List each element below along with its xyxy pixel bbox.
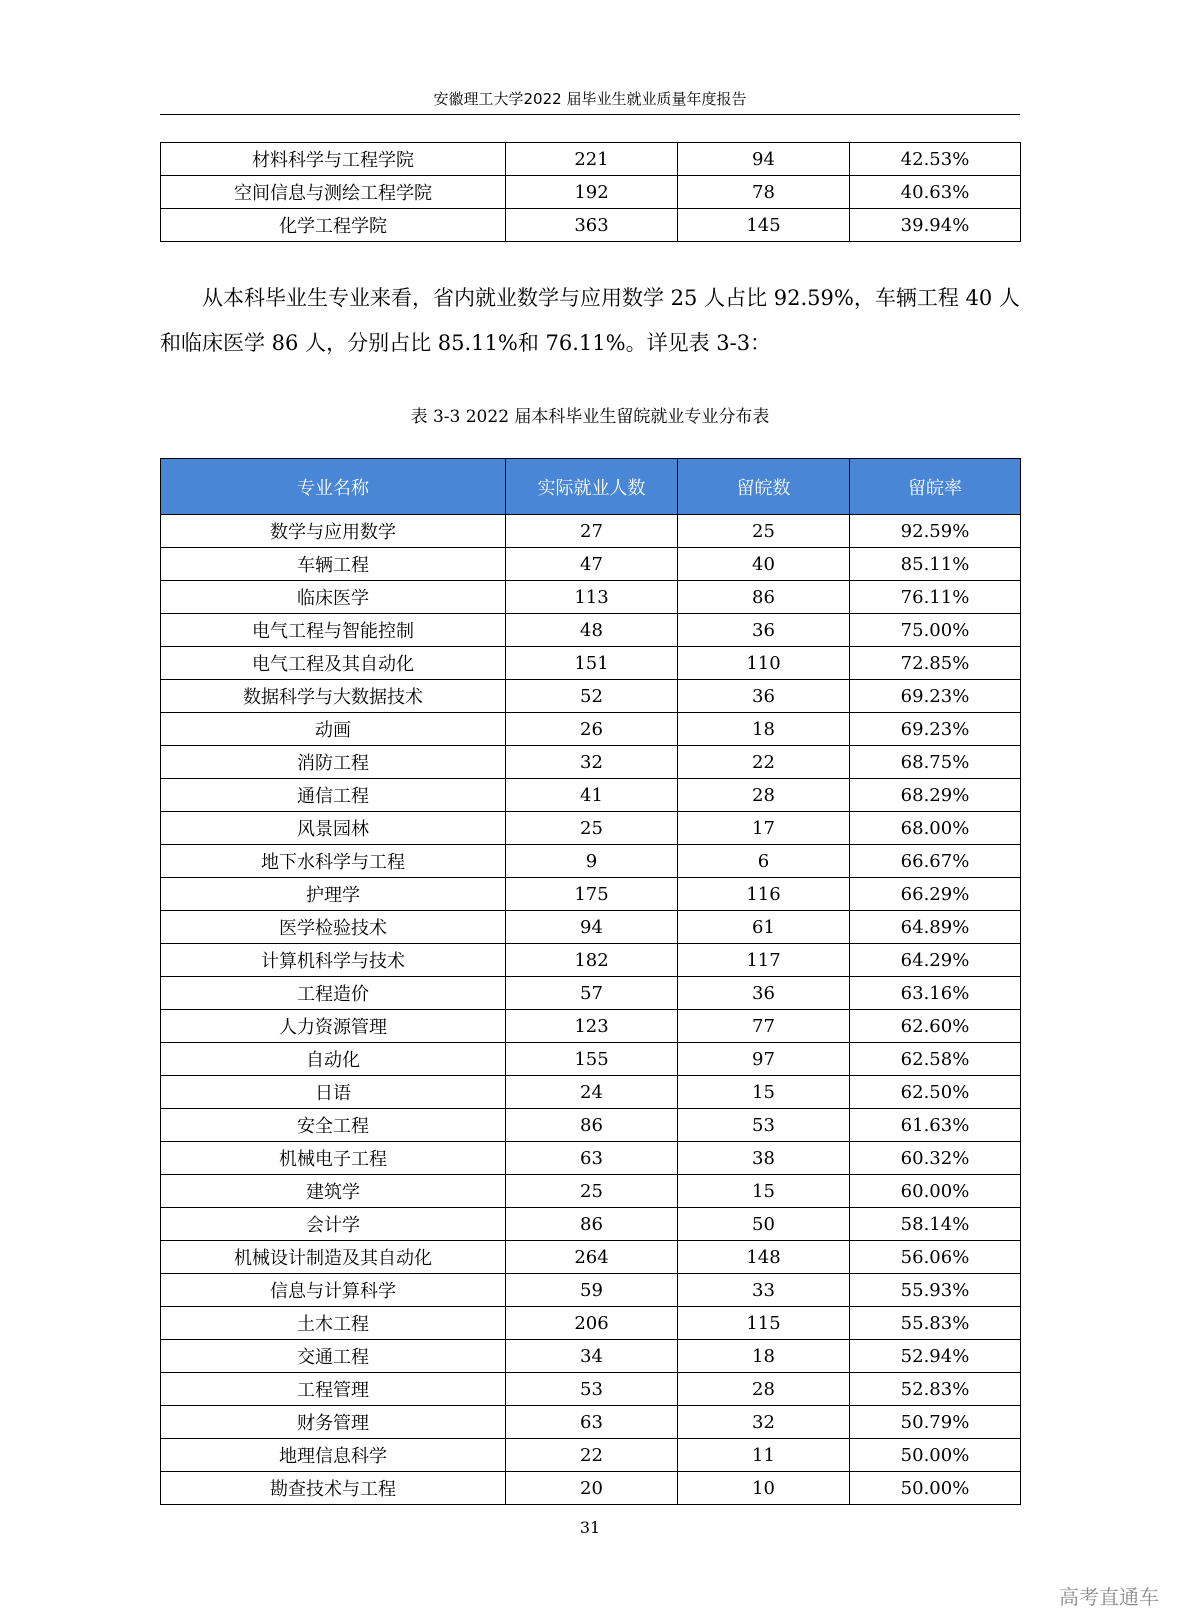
employed-cell: 192 bbox=[506, 176, 678, 209]
stay-count-cell: 10 bbox=[678, 1472, 850, 1505]
name-cell: 临床医学 bbox=[161, 581, 506, 614]
stay-rate-cell: 60.00% bbox=[850, 1175, 1021, 1208]
name-cell: 消防工程 bbox=[161, 746, 506, 779]
name-cell: 安全工程 bbox=[161, 1109, 506, 1142]
stay-count-cell: 15 bbox=[678, 1175, 850, 1208]
stay-count-cell: 36 bbox=[678, 614, 850, 647]
name-cell: 材料科学与工程学院 bbox=[161, 143, 506, 176]
employed-cell: 206 bbox=[506, 1307, 678, 1340]
table-row bbox=[161, 548, 1021, 581]
stay-count-cell: 28 bbox=[678, 1373, 850, 1406]
employed-cell: 22 bbox=[506, 1439, 678, 1472]
name-cell: 交通工程 bbox=[161, 1340, 506, 1373]
table-row bbox=[161, 944, 1021, 977]
name-cell: 日语 bbox=[161, 1076, 506, 1109]
table-row bbox=[161, 581, 1021, 614]
table-row bbox=[161, 680, 1021, 713]
stay-count-cell: 18 bbox=[678, 713, 850, 746]
employed-cell: 53 bbox=[506, 1373, 678, 1406]
employed-cell: 9 bbox=[506, 845, 678, 878]
stay-rate-cell: 72.85% bbox=[850, 647, 1021, 680]
name-cell: 机械电子工程 bbox=[161, 1142, 506, 1175]
stay-count-cell: 77 bbox=[678, 1010, 850, 1043]
employed-cell: 27 bbox=[506, 515, 678, 548]
stay-count-cell: 97 bbox=[678, 1043, 850, 1076]
stay-count-cell: 6 bbox=[678, 845, 850, 878]
watermark: 高考直通车 bbox=[1059, 1585, 1159, 1609]
stay-rate-cell: 68.00% bbox=[850, 812, 1021, 845]
employed-cell: 123 bbox=[506, 1010, 678, 1043]
stay-count-cell: 36 bbox=[678, 680, 850, 713]
stay-rate-cell: 55.83% bbox=[850, 1307, 1021, 1340]
stay-rate-cell: 39.94% bbox=[850, 209, 1021, 242]
table-header-row bbox=[161, 459, 1021, 515]
stay-count-cell: 148 bbox=[678, 1241, 850, 1274]
name-cell: 化学工程学院 bbox=[161, 209, 506, 242]
stay-rate-cell: 76.11% bbox=[850, 581, 1021, 614]
table-row bbox=[161, 1406, 1021, 1439]
stay-rate-cell: 68.75% bbox=[850, 746, 1021, 779]
stay-rate-cell: 40.63% bbox=[850, 176, 1021, 209]
stay-count-cell: 78 bbox=[678, 176, 850, 209]
major-distribution-table bbox=[160, 458, 1021, 1505]
employed-cell: 57 bbox=[506, 977, 678, 1010]
stay-count-cell: 18 bbox=[678, 1340, 850, 1373]
stay-rate-cell: 50.00% bbox=[850, 1472, 1021, 1505]
employed-cell: 86 bbox=[506, 1109, 678, 1142]
table-row bbox=[161, 1373, 1021, 1406]
stay-count-cell: 32 bbox=[678, 1406, 850, 1439]
employed-cell: 63 bbox=[506, 1406, 678, 1439]
header-rule bbox=[160, 114, 1020, 115]
stay-count-cell: 22 bbox=[678, 746, 850, 779]
stay-count-cell: 28 bbox=[678, 779, 850, 812]
stay-count-cell: 61 bbox=[678, 911, 850, 944]
table-row bbox=[161, 713, 1021, 746]
employed-cell: 155 bbox=[506, 1043, 678, 1076]
employed-cell: 113 bbox=[506, 581, 678, 614]
name-cell: 财务管理 bbox=[161, 1406, 506, 1439]
stay-rate-cell: 58.14% bbox=[850, 1208, 1021, 1241]
stay-rate-cell: 69.23% bbox=[850, 713, 1021, 746]
name-cell: 计算机科学与技术 bbox=[161, 944, 506, 977]
table-row bbox=[161, 1142, 1021, 1175]
name-cell: 机械设计制造及其自动化 bbox=[161, 1241, 506, 1274]
name-cell: 勘查技术与工程 bbox=[161, 1472, 506, 1505]
table-row bbox=[161, 1010, 1021, 1043]
header-employed-count: 实际就业人数 bbox=[506, 459, 678, 515]
stay-rate-cell: 66.67% bbox=[850, 845, 1021, 878]
stay-count-cell: 36 bbox=[678, 977, 850, 1010]
stay-rate-cell: 85.11% bbox=[850, 548, 1021, 581]
stay-rate-cell: 66.29% bbox=[850, 878, 1021, 911]
employed-cell: 221 bbox=[506, 143, 678, 176]
table-row bbox=[161, 176, 1021, 209]
stay-count-cell: 25 bbox=[678, 515, 850, 548]
table-row bbox=[161, 977, 1021, 1010]
employed-cell: 363 bbox=[506, 209, 678, 242]
stay-rate-cell: 61.63% bbox=[850, 1109, 1021, 1142]
employed-cell: 26 bbox=[506, 713, 678, 746]
stay-rate-cell: 60.32% bbox=[850, 1142, 1021, 1175]
stay-rate-cell: 68.29% bbox=[850, 779, 1021, 812]
name-cell: 护理学 bbox=[161, 878, 506, 911]
employed-cell: 175 bbox=[506, 878, 678, 911]
name-cell: 信息与计算科学 bbox=[161, 1274, 506, 1307]
stay-count-cell: 145 bbox=[678, 209, 850, 242]
stay-rate-cell: 62.58% bbox=[850, 1043, 1021, 1076]
stay-rate-cell: 92.59% bbox=[850, 515, 1021, 548]
table-row bbox=[161, 1340, 1021, 1373]
employed-cell: 47 bbox=[506, 548, 678, 581]
name-cell: 医学检验技术 bbox=[161, 911, 506, 944]
table-row bbox=[161, 1043, 1021, 1076]
employed-cell: 63 bbox=[506, 1142, 678, 1175]
stay-rate-cell: 64.89% bbox=[850, 911, 1021, 944]
table-row bbox=[161, 878, 1021, 911]
name-cell: 电气工程与智能控制 bbox=[161, 614, 506, 647]
stay-count-cell: 33 bbox=[678, 1274, 850, 1307]
major-table-body bbox=[161, 515, 1021, 1505]
name-cell: 人力资源管理 bbox=[161, 1010, 506, 1043]
stay-rate-cell: 63.16% bbox=[850, 977, 1021, 1010]
table-row bbox=[161, 779, 1021, 812]
table-row bbox=[161, 143, 1021, 176]
stay-rate-cell: 62.50% bbox=[850, 1076, 1021, 1109]
employed-cell: 94 bbox=[506, 911, 678, 944]
employed-cell: 264 bbox=[506, 1241, 678, 1274]
stay-count-cell: 115 bbox=[678, 1307, 850, 1340]
stay-rate-cell: 69.23% bbox=[850, 680, 1021, 713]
employed-cell: 41 bbox=[506, 779, 678, 812]
table-row bbox=[161, 1274, 1021, 1307]
report-header: 安徽理工大学2022 届毕业生就业质量年度报告 bbox=[433, 90, 747, 108]
name-cell: 工程管理 bbox=[161, 1373, 506, 1406]
table-row bbox=[161, 515, 1021, 548]
stay-count-cell: 17 bbox=[678, 812, 850, 845]
stay-count-cell: 110 bbox=[678, 647, 850, 680]
header-stay-count: 留皖数 bbox=[678, 459, 850, 515]
table-row bbox=[161, 647, 1021, 680]
stay-rate-cell: 55.93% bbox=[850, 1274, 1021, 1307]
stay-count-cell: 94 bbox=[678, 143, 850, 176]
table-row bbox=[161, 1175, 1021, 1208]
employed-cell: 59 bbox=[506, 1274, 678, 1307]
employed-cell: 20 bbox=[506, 1472, 678, 1505]
stay-rate-cell: 50.00% bbox=[850, 1439, 1021, 1472]
stay-rate-cell: 52.94% bbox=[850, 1340, 1021, 1373]
stay-count-cell: 40 bbox=[678, 548, 850, 581]
name-cell: 数据科学与大数据技术 bbox=[161, 680, 506, 713]
stay-rate-cell: 75.00% bbox=[850, 614, 1021, 647]
stay-count-cell: 15 bbox=[678, 1076, 850, 1109]
stay-rate-cell: 42.53% bbox=[850, 143, 1021, 176]
employed-cell: 48 bbox=[506, 614, 678, 647]
table-row bbox=[161, 209, 1021, 242]
table-caption: 表 3-3 2022 届本科毕业生留皖就业专业分布表 bbox=[410, 407, 770, 427]
name-cell: 地理信息科学 bbox=[161, 1439, 506, 1472]
stay-rate-cell: 52.83% bbox=[850, 1373, 1021, 1406]
name-cell: 自动化 bbox=[161, 1043, 506, 1076]
table-row bbox=[161, 1307, 1021, 1340]
table-row bbox=[161, 845, 1021, 878]
body-paragraph: 从本科毕业生专业来看，省内就业数学与应用数学 25 人占比 92.59%，车辆工程 40 人和临床医学 86 人，分别占比 85.11%和 76.11%。详见表 3-3： bbox=[160, 286, 1020, 355]
name-cell: 会计学 bbox=[161, 1208, 506, 1241]
employed-cell: 24 bbox=[506, 1076, 678, 1109]
stay-count-cell: 86 bbox=[678, 581, 850, 614]
name-cell: 风景园林 bbox=[161, 812, 506, 845]
table-row bbox=[161, 812, 1021, 845]
stay-rate-cell: 64.29% bbox=[850, 944, 1021, 977]
name-cell: 地下水科学与工程 bbox=[161, 845, 506, 878]
college-table-continued bbox=[160, 142, 1021, 242]
stay-rate-cell: 62.60% bbox=[850, 1010, 1021, 1043]
employed-cell: 32 bbox=[506, 746, 678, 779]
name-cell: 车辆工程 bbox=[161, 548, 506, 581]
employed-cell: 182 bbox=[506, 944, 678, 977]
name-cell: 数学与应用数学 bbox=[161, 515, 506, 548]
employed-cell: 151 bbox=[506, 647, 678, 680]
table-row bbox=[161, 1439, 1021, 1472]
employed-cell: 52 bbox=[506, 680, 678, 713]
name-cell: 电气工程及其自动化 bbox=[161, 647, 506, 680]
stay-count-cell: 116 bbox=[678, 878, 850, 911]
college-table-body bbox=[161, 143, 1021, 242]
table-row bbox=[161, 1241, 1021, 1274]
table-row bbox=[161, 614, 1021, 647]
header-stay-rate: 留皖率 bbox=[850, 459, 1021, 515]
table-row bbox=[161, 1076, 1021, 1109]
table-row bbox=[161, 911, 1021, 944]
employed-cell: 34 bbox=[506, 1340, 678, 1373]
page-number: 31 bbox=[579, 1518, 601, 1537]
stay-count-cell: 117 bbox=[678, 944, 850, 977]
stay-count-cell: 38 bbox=[678, 1142, 850, 1175]
name-cell: 工程造价 bbox=[161, 977, 506, 1010]
stay-count-cell: 53 bbox=[678, 1109, 850, 1142]
name-cell: 通信工程 bbox=[161, 779, 506, 812]
name-cell: 空间信息与测绘工程学院 bbox=[161, 176, 506, 209]
employed-cell: 25 bbox=[506, 1175, 678, 1208]
name-cell: 土木工程 bbox=[161, 1307, 506, 1340]
stay-rate-cell: 56.06% bbox=[850, 1241, 1021, 1274]
name-cell: 动画 bbox=[161, 713, 506, 746]
stay-rate-cell: 50.79% bbox=[850, 1406, 1021, 1439]
employed-cell: 86 bbox=[506, 1208, 678, 1241]
employed-cell: 25 bbox=[506, 812, 678, 845]
header-major-name: 专业名称 bbox=[161, 459, 506, 515]
table-row bbox=[161, 1472, 1021, 1505]
stay-count-cell: 50 bbox=[678, 1208, 850, 1241]
stay-count-cell: 11 bbox=[678, 1439, 850, 1472]
table-row bbox=[161, 1208, 1021, 1241]
table-row bbox=[161, 1109, 1021, 1142]
name-cell: 建筑学 bbox=[161, 1175, 506, 1208]
table-row bbox=[161, 746, 1021, 779]
